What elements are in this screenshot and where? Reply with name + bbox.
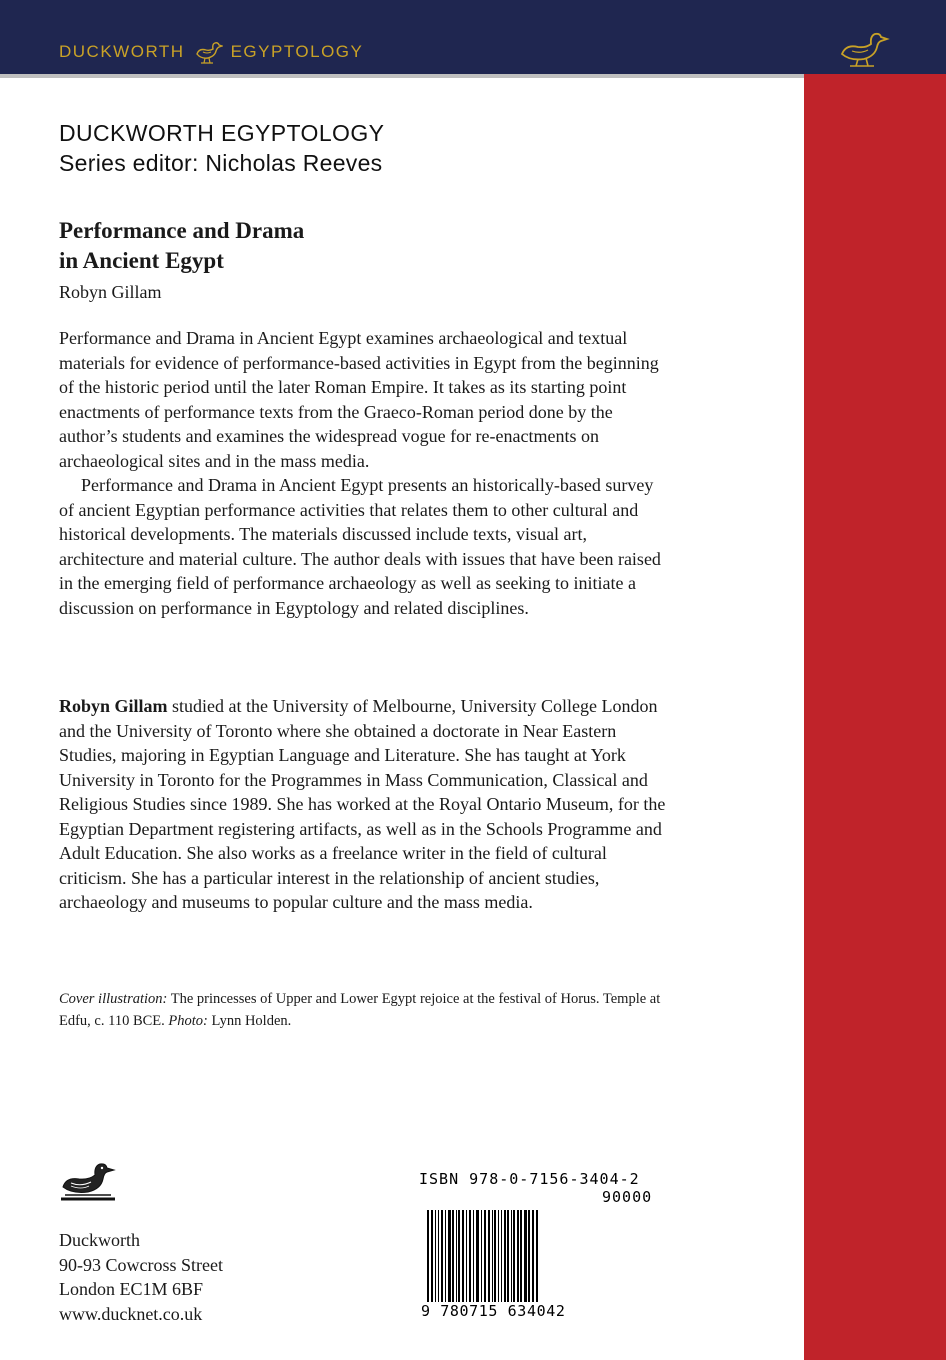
cover-credit-label: Cover illustration: <box>59 991 168 1007</box>
publisher-website: www.ducknet.co.uk <box>59 1303 203 1324</box>
cover-credit-text: The princesses of Upper and Lower Egypt rejoice at the festival of Horus. Temple at Edfu, c. 110 BCE. <box>59 991 661 1029</box>
spine-red-band <box>804 74 946 1360</box>
publisher-name: Duckworth <box>59 1230 140 1250</box>
author-bio-text: studied at the University of Melbourne, University College London and the University of Toronto where she obtained a doctorate in Near Eastern Studies, majoring in Egyptian Language and Literature. She has taught at York University in Toronto for the Programmes in Mass Communication, Classical and Religious Studies since 1989. She has worked at the Royal Ontario Museum, for the Egyptian Department registering artifacts, as well as in the Schools Programme and Adult Education. She also works as a freelance writer in the field of cultural criticism. She has a particular interest in the relationship of ancient studies, archaeology and museums to popular culture and the mass media. <box>59 696 666 912</box>
series-title: DUCKWORTH EGYPTOLOGY <box>59 120 385 146</box>
photo-credit-text: Lynn Holden. <box>207 1013 292 1029</box>
duck-icon <box>838 28 890 73</box>
cover-credit <box>59 988 669 1032</box>
publisher-address <box>59 1228 223 1326</box>
publisher-city: London EC1M 6BF <box>59 1279 204 1299</box>
book-title-line: Performance and Drama <box>59 218 305 243</box>
book-title <box>59 216 304 276</box>
blurb-paragraph: Performance and Drama in Ancient Egypt examines archaeological and textual materials for evidence of performance-based activities in Egypt from the beginning of the historic period until the later Roman Empire. It takes as its starting point enactments of performance texts from the Graeco-Roman period done by the author’s students and examines the widespread vogue for re-enactments on archaeological sites and in the mass media. <box>59 328 659 471</box>
author-bio <box>59 694 669 915</box>
photo-credit-label: Photo: <box>168 1013 208 1029</box>
series-strip-right-word: EGYPTOLOGY <box>230 42 364 61</box>
book-title-line: in Ancient Egypt <box>59 248 224 273</box>
series-logo-strip <box>59 38 363 66</box>
blurb-paragraph: Performance and Drama in Ancient Egypt presents an historically-based survey of ancient Egyptian performance activities that relates them to other cultural and historical developments. The materials discussed include texts, visual art, architecture and material culture. The author deals with issues that have been raised in the emerging field of performance archaeology as well as seeking to initiate a discussion on performance in Egyptology and related disciplines. <box>59 475 661 618</box>
barcode-digits: 9 780715 634042 <box>421 1302 566 1320</box>
isbn-label: ISBN 978-0-7156-3404-2 <box>419 1170 640 1188</box>
book-author: Robyn Gillam <box>59 282 162 302</box>
series-editor: Series editor: Nicholas Reeves <box>59 150 383 176</box>
book-blurb <box>59 326 669 620</box>
isbn-barcode-block <box>419 1170 659 1320</box>
duck-icon <box>59 1155 117 1210</box>
duck-icon <box>193 39 223 65</box>
series-heading <box>59 118 384 178</box>
publisher-street: 90-93 Cowcross Street <box>59 1254 223 1275</box>
author-bio-name: Robyn Gillam <box>59 696 168 716</box>
price-code: 90000 <box>602 1188 653 1206</box>
series-strip-left-word: DUCKWORTH <box>59 42 185 61</box>
